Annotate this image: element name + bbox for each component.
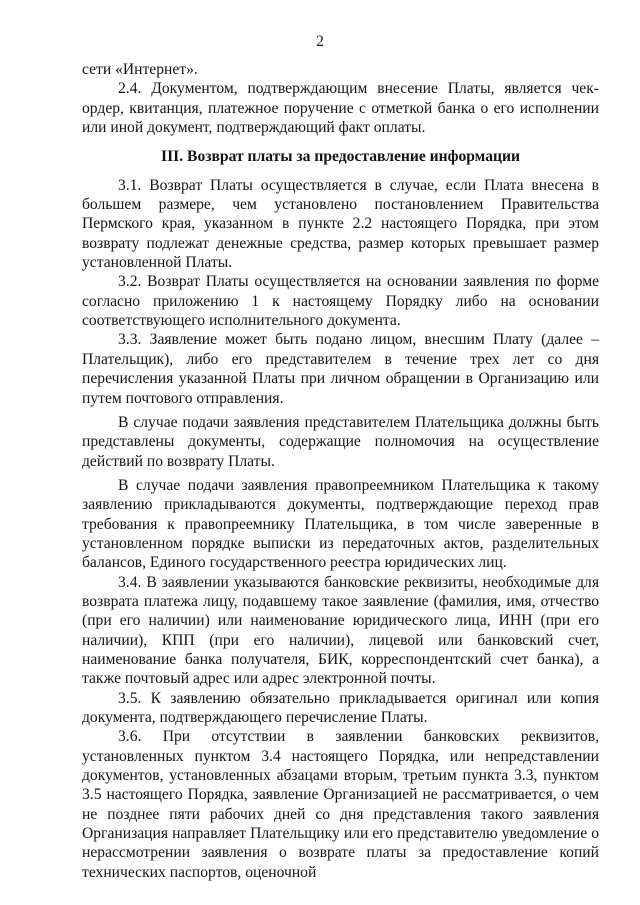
paragraph-3-6: 3.6. При отсутствии в заявлении банковских реквизитов, установленных пунктом 3.4 настоящего Порядка, или непредставлении документов, установленных абзацами вторым, третьим пункта 3.3, пунктом 3.5 настоящего Порядка, заявление Организацией не рассматривается, о чем не позднее пяти рабочих дней со дня представления такого заявления Организация направляет Плательщику или его представителю уведомление о нерассмотрении заявления о возврате платы за предоставление копий технических паспортов, оценочной [82, 728, 599, 881]
section-heading: III. Возврат платы за предоставление информации [161, 148, 520, 166]
paragraph-3-4: 3.4. В заявлении указываются банковские реквизиты, необходимые для возврата платежа лицу, подавшему такое заявление (фамилия, имя, отчество (при его наличии) или наименование юридического лица, ИНН (при его наличии), КПП (при его наличии), лицевой или банковский счет, наименование банка получателя, БИК, корреспондентский счет банка), а также почтовый адрес или адрес электронной почты. [82, 573, 599, 688]
paragraph-3-1: 3.1. Возврат Платы осуществляется в случае, если Плата внесена в большем размере, чем установлено постановлением Правительства Пермского края, указанном в пункте 2.2 настоящего Порядка, при этом возврату подлежат денежные средства, размер которых превышает размер установленной Платы. [82, 176, 599, 272]
paragraph-3-3: 3.3. Заявление может быть подано лицом, внесшим Плату (далее – Плательщик), либо его представителем в течение трех лет со дня перечисления указанной Платы при личном обращении в Организацию или путем почтового отправления. [82, 331, 599, 407]
paragraph-continuation: сети «Интернет». [82, 61, 198, 78]
paragraph-3-5: 3.5. К заявлению обязательно прикладывается оригинал или копия документа, подтверждающего перечисление Платы. [82, 689, 599, 726]
paragraph-3-3-successor: В случае подачи заявления правопреемником Плательщика к такому заявлению прикладываются документы, подтверждающие переход прав требования к правопреемнику Плательщика, в том числе заверенные в установленном порядке выписки из передаточных актов, разделительных балансов, Единого государственного реестра юридических лиц. [82, 476, 599, 572]
paragraph-3-3-representative: В случае подачи заявления представителем Плательщика должны быть представлены документы, содержащие полномочия на осуществление действий по возврату Платы. [82, 413, 599, 470]
document-body [82, 60, 599, 882]
paragraph-3-2: 3.2. Возврат Платы осуществляется на основании заявления по форме согласно приложению 1 к настоящему Порядку либо на основании соответствующего исполнительного документа. [82, 273, 599, 330]
page-number: 2 [316, 33, 324, 50]
paragraph-2-4: 2.4. Документом, подтверждающим внесение Платы, является чек-ордер, квитанция, платежное поручение с отметкой банка о его исполнении или иной документ, подтверждающий факт оплаты. [82, 80, 599, 137]
